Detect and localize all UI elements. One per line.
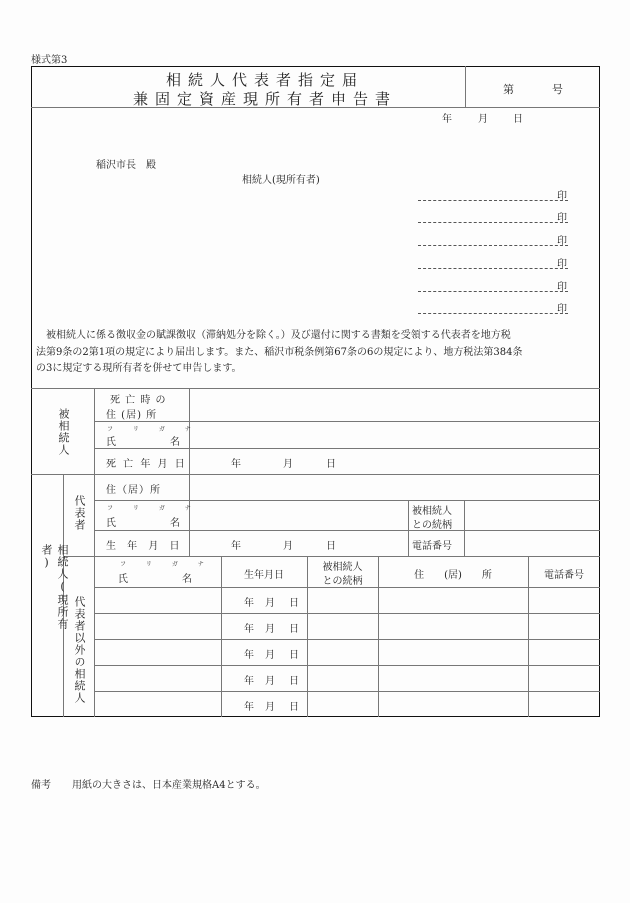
decedent-address-label-2: 住 (居) 所 <box>106 410 158 421</box>
death-month: 月 <box>283 459 293 470</box>
row-4-day: 日 <box>289 676 299 687</box>
seal-mark: 印 <box>557 259 567 270</box>
rep-birth-day: 日 <box>326 541 336 552</box>
applicant-name-line[interactable] <box>418 200 568 201</box>
other-heir-phone-field[interactable] <box>529 692 599 716</box>
col-name-shi: 氏 <box>118 574 128 585</box>
body-text-line-2: 法第9条の2第1項の規定により届出します。また、稲沢市税条例第67条の6の規定により、地方税法第384条 <box>36 347 523 358</box>
other-heir-address-field[interactable] <box>379 588 527 612</box>
col-relation-2: との続柄 <box>322 576 363 587</box>
decedent-name-field[interactable] <box>190 422 599 447</box>
seal-mark: 印 <box>557 282 567 293</box>
rep-address-field[interactable] <box>190 475 599 499</box>
other-heir-phone-field[interactable] <box>529 640 599 664</box>
rep-relation-label-2: との続柄 <box>412 520 452 531</box>
row-rule <box>94 448 600 449</box>
col-address: 住 (居) 所 <box>414 570 492 581</box>
note-text: 用紙の大きさは、日本産業規格A4とする。 <box>72 780 266 791</box>
row-5-year: 年 <box>244 702 254 713</box>
row-4-month: 月 <box>265 676 275 687</box>
seal-mark: 印 <box>557 304 567 315</box>
other-heir-phone-field[interactable] <box>529 614 599 638</box>
rep-phone-field[interactable] <box>465 531 599 555</box>
applicant-name-line[interactable] <box>418 268 568 269</box>
rep-phone-label: 電話番号 <box>412 541 452 552</box>
number-dai: 第 <box>503 83 514 96</box>
other-heir-name-field[interactable] <box>95 640 220 664</box>
number-input[interactable] <box>498 80 538 94</box>
form-id: 様式第3 <box>31 55 68 66</box>
other-heir-name-field[interactable] <box>95 588 220 612</box>
rep-relation-label-1: 被相続人 <box>412 506 452 517</box>
submit-month: 月 <box>478 114 488 125</box>
decedent-address-label-1: 死 亡 時 の <box>110 395 167 406</box>
col-phone: 電話番号 <box>544 570 584 581</box>
row-5-month: 月 <box>265 702 275 713</box>
col-birth: 生年月日 <box>244 570 284 581</box>
seal-mark: 印 <box>557 213 567 224</box>
title-line-2: 兼固定資産現所有者申告書 <box>132 90 397 108</box>
other-heir-address-field[interactable] <box>379 640 527 664</box>
other-heir-phone-field[interactable] <box>529 588 599 612</box>
col-rule <box>408 500 409 556</box>
submit-year: 年 <box>442 114 452 125</box>
applicant-name-line[interactable] <box>418 313 568 314</box>
rep-furigana-label: フ リ ガ ナ <box>107 505 200 512</box>
other-heir-name-field[interactable] <box>95 692 220 716</box>
applicant-label: 相続人(現所有者) <box>242 175 320 186</box>
row-2-year: 年 <box>244 624 254 635</box>
applicant-name-line[interactable] <box>418 222 568 223</box>
other-heir-phone-field[interactable] <box>529 666 599 690</box>
row-1-day: 日 <box>289 598 299 609</box>
rep-birth-month: 月 <box>283 541 293 552</box>
row-4-year: 年 <box>244 676 254 687</box>
other-heir-relation-field[interactable] <box>308 692 377 716</box>
other-heir-relation-field[interactable] <box>308 640 377 664</box>
row-3-month: 月 <box>265 650 275 661</box>
decedent-address-field[interactable] <box>190 389 599 420</box>
title-bottom-rule <box>31 107 600 108</box>
rep-name-label-mei: 名 <box>170 518 180 529</box>
seal-mark: 印 <box>557 191 567 202</box>
col-name-mei: 名 <box>182 574 192 585</box>
death-year: 年 <box>231 459 241 470</box>
body-text-line-3: の3に規定する現所有者を併せて申告します。 <box>36 363 242 374</box>
rep-birth-label: 生 年 月 日 <box>106 541 184 552</box>
addressee: 稲沢市長 殿 <box>96 160 156 171</box>
other-heir-address-field[interactable] <box>379 614 527 638</box>
rep-address-label: 住（居）所 <box>106 485 161 496</box>
other-heir-relation-field[interactable] <box>308 614 377 638</box>
title-line-1: 相続人代表者指定届 <box>165 71 364 89</box>
other-heirs-label: 代表者以外の相続人 <box>73 596 86 704</box>
row-2-day: 日 <box>289 624 299 635</box>
decedent-section-label: 被相続人 <box>57 408 70 456</box>
note-label: 備考 <box>31 780 51 791</box>
other-heir-relation-field[interactable] <box>308 666 377 690</box>
row-1-month: 月 <box>265 598 275 609</box>
other-heir-address-field[interactable] <box>379 692 527 716</box>
col-relation-1: 被相続人 <box>322 562 363 573</box>
decedent-name-label-shi: 氏 <box>106 437 116 448</box>
heirs-section-label: 相続人(現所有者) <box>40 544 69 630</box>
decedent-furigana-label: フ リ ガ ナ <box>107 426 200 433</box>
row-1-year: 年 <box>244 598 254 609</box>
rep-name-field[interactable] <box>190 501 407 529</box>
title-divider <box>465 66 466 107</box>
row-3-day: 日 <box>289 650 299 661</box>
row-5-day: 日 <box>289 702 299 713</box>
section-rule <box>63 556 600 557</box>
row-2-month: 月 <box>265 624 275 635</box>
col-rule <box>94 388 95 474</box>
death-day: 日 <box>326 459 336 470</box>
decedent-name-label-mei: 名 <box>170 437 180 448</box>
representative-label: 代表者 <box>73 495 86 531</box>
other-heir-name-field[interactable] <box>95 666 220 690</box>
decedent-death-date-label: 死 亡 年 月 日 <box>106 459 187 470</box>
seal-mark: 印 <box>557 236 567 247</box>
other-heir-name-field[interactable] <box>95 614 220 638</box>
rep-name-label-shi: 氏 <box>106 518 116 529</box>
body-text-line-1: 被相続人に係る徴収金の賦課徴収（滞納処分を除く。）及び還付に関する書類を受領する代表者を地方税 <box>36 330 511 341</box>
applicant-name-line[interactable] <box>418 291 568 292</box>
number-go: 号 <box>552 83 563 96</box>
rep-birth-year: 年 <box>231 541 241 552</box>
row-3-year: 年 <box>244 650 254 661</box>
rep-relation-field[interactable] <box>465 501 599 529</box>
other-heir-address-field[interactable] <box>379 666 527 690</box>
other-heir-relation-field[interactable] <box>308 588 377 612</box>
applicant-name-line[interactable] <box>418 245 568 246</box>
col-furigana: フ リ ガ ナ <box>120 561 213 568</box>
submit-day: 日 <box>513 114 523 125</box>
